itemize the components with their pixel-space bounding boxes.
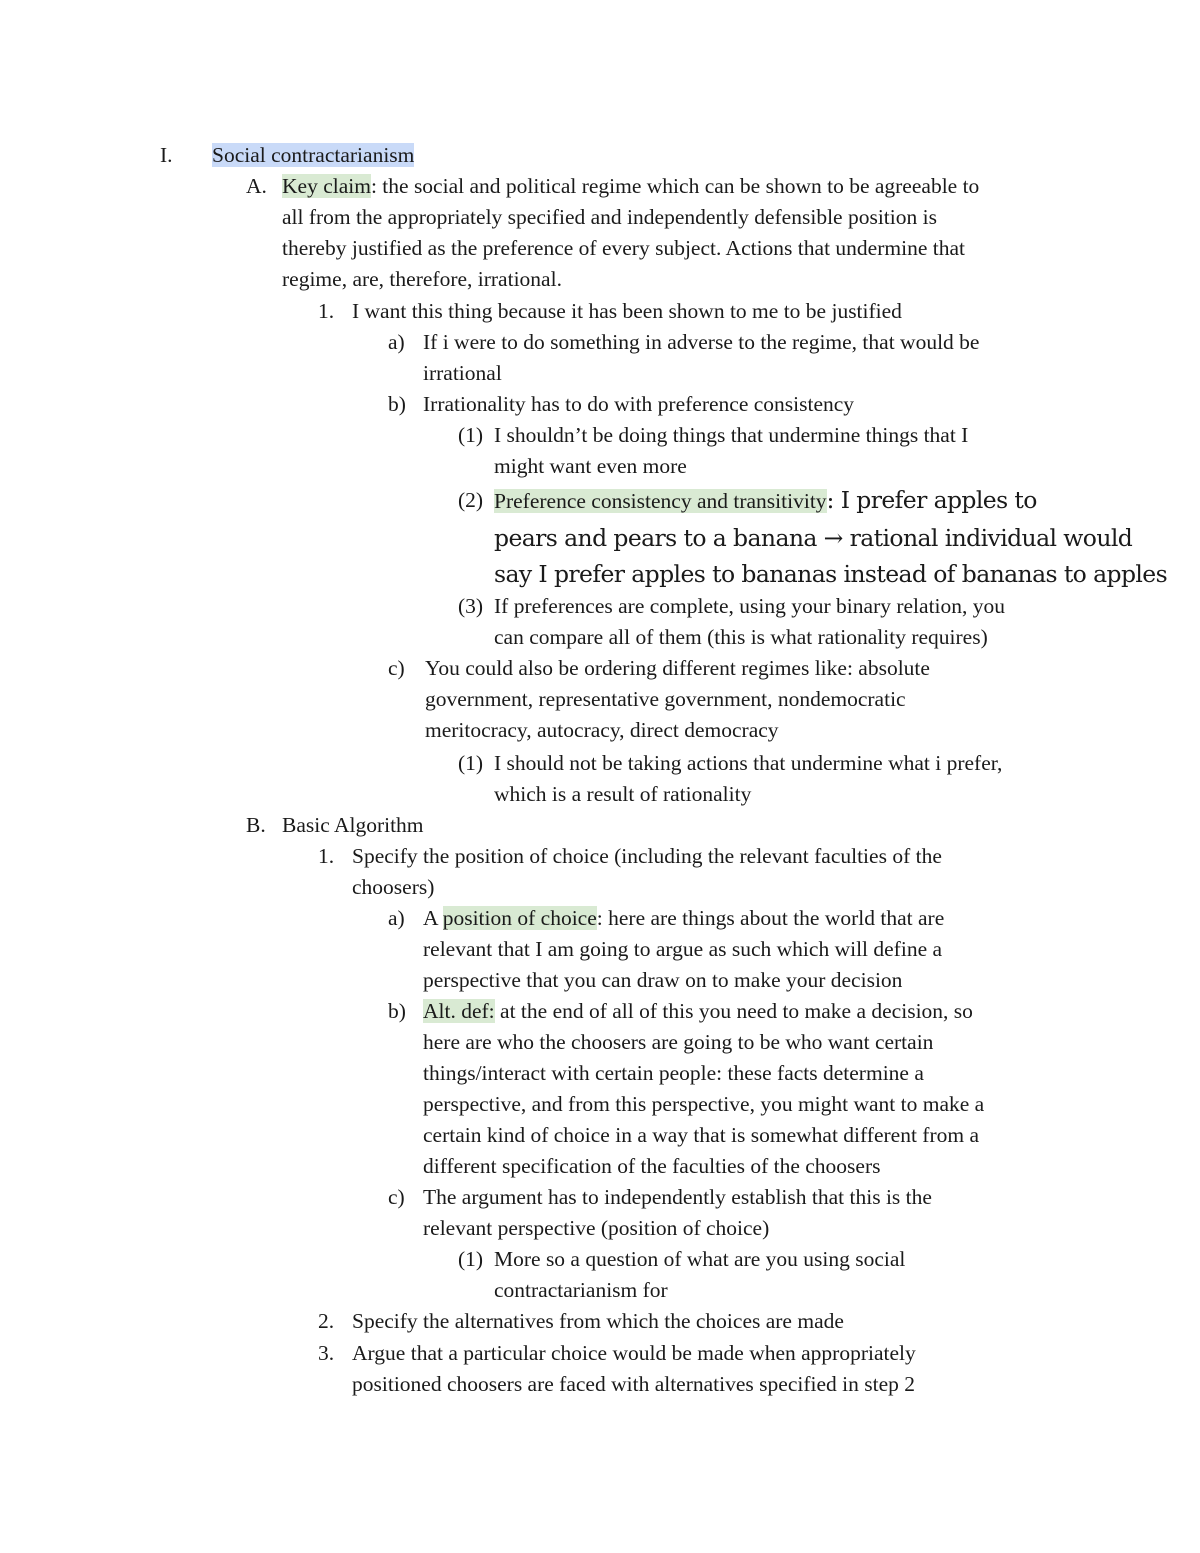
highlighted-term: Preference consistency and transitivity	[494, 489, 827, 513]
list-marker: (2)	[458, 488, 484, 512]
text-line: Basic Algorithm	[282, 813, 424, 837]
text-line: contractarianism for	[494, 1278, 668, 1302]
text-line: choosers)	[352, 875, 435, 899]
list-marker: 1.	[318, 299, 335, 323]
list-marker: (1)	[458, 1247, 484, 1271]
list-marker: b)	[388, 392, 406, 416]
list-marker: a)	[388, 330, 405, 354]
text-line: here are who the choosers are going to be who want certain	[423, 1030, 934, 1054]
text-line: positioned choosers are faced with alternatives specified in step 2	[352, 1372, 915, 1396]
list-marker: (3)	[458, 594, 484, 618]
text-line: things/interact with certain people: these facts determine a	[423, 1061, 924, 1085]
list-marker: a)	[388, 906, 405, 930]
highlighted-term: Key claim	[282, 174, 371, 198]
list-marker: I.	[160, 143, 173, 167]
text-line: If i were to do something in adverse to the regime, that would be	[423, 330, 980, 354]
list-marker: A.	[246, 174, 267, 198]
text-line: thereby justified as the preference of every subject. Actions that undermine that	[282, 236, 965, 260]
text-line: pears and pears to a banana → rational individual would	[494, 523, 1133, 552]
text-run: at the end of all of this you need to make a decision, so	[494, 999, 973, 1023]
text-line: different specification of the faculties of the choosers	[423, 1154, 881, 1178]
text-line: You could also be ordering different regimes like: absolute	[425, 656, 930, 680]
text-line: say I prefer apples to bananas instead of bananas to apples	[494, 560, 1168, 588]
text-line: I should not be taking actions that undermine what i prefer,	[494, 751, 1003, 775]
text-line: I shouldn’t be doing things that undermine things that I	[494, 423, 969, 447]
text-line: all from the appropriately specified and independently defensible position is	[282, 205, 937, 229]
text-line: If preferences are complete, using your binary relation, you	[494, 594, 1006, 618]
section-heading: Social contractarianism	[212, 143, 415, 167]
text-line: The argument has to independently establish that this is the	[423, 1185, 932, 1209]
text-line: I want this thing because it has been shown to me to be justified	[352, 299, 902, 323]
text-line: Irrationality has to do with preference consistency	[423, 392, 855, 416]
list-marker: b)	[388, 999, 406, 1023]
text-run: : here are things about the world that are	[596, 906, 945, 930]
text-line: Specify the alternatives from which the choices are made	[352, 1309, 844, 1333]
text-line: relevant that I am going to argue as such which will define a	[423, 937, 943, 961]
highlighted-term: position of choice	[442, 906, 597, 930]
list-marker: c)	[388, 1185, 405, 1209]
list-marker: 1.	[318, 844, 335, 868]
list-marker: 2.	[318, 1309, 335, 1333]
text-line: Argue that a particular choice would be made when appropriately	[352, 1341, 916, 1365]
text-line: can compare all of them (this is what rationality requires)	[494, 625, 988, 649]
text-line: perspective, and from this perspective, you might want to make a	[423, 1092, 985, 1116]
text-line: perspective that you can draw on to make your decision	[423, 968, 903, 992]
text-line: certain kind of choice in a way that is somewhat different from a	[423, 1123, 980, 1147]
text-line: Specify the position of choice (including the relevant faculties of the	[352, 844, 942, 868]
text-run: : the social and political regime which can be shown to be agreeable to	[370, 174, 980, 198]
list-marker: (1)	[458, 751, 484, 775]
list-marker: (1)	[458, 423, 484, 447]
text-line: might want even more	[494, 454, 687, 478]
highlighted-term: Alt. def:	[423, 999, 495, 1023]
text-line: More so a question of what are you using social	[494, 1247, 906, 1271]
text-line: relevant perspective (position of choice)	[423, 1216, 770, 1240]
text-line: meritocracy, autocracy, direct democracy	[425, 718, 779, 742]
text-line: regime, are, therefore, irrational.	[282, 267, 562, 291]
text-run: A	[423, 906, 443, 930]
text-line: irrational	[423, 361, 502, 385]
text-run: : I prefer apples to	[826, 486, 1037, 514]
list-marker: 3.	[318, 1341, 335, 1365]
list-marker: c)	[388, 656, 405, 680]
text-line: which is a result of rationality	[494, 782, 752, 806]
list-marker: B.	[246, 813, 266, 837]
text-line: government, representative government, nondemocratic	[425, 687, 906, 711]
